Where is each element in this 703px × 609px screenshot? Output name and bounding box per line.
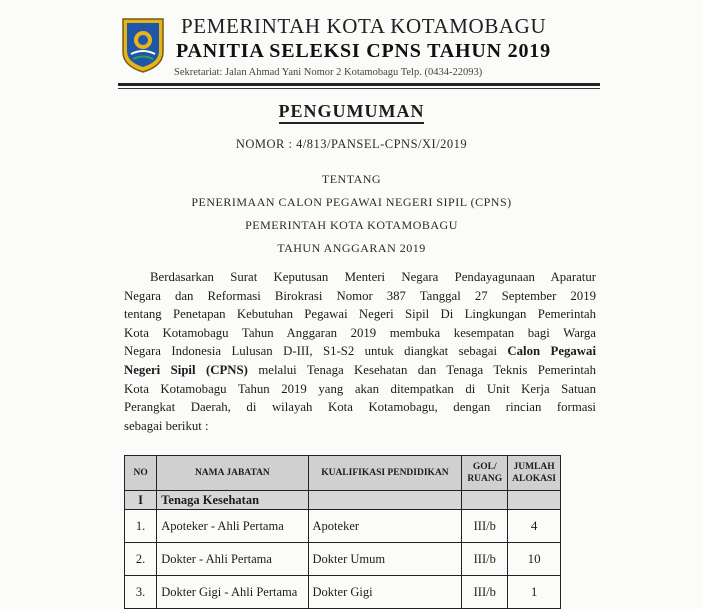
row-jabatan: Apoteker - Ahli Pertama bbox=[157, 510, 308, 543]
row-jumlah: 1 bbox=[508, 576, 561, 609]
row-number: 1. bbox=[125, 510, 157, 543]
letterhead-government: PEMERINTAH KOTA KOTAMOBAGU bbox=[181, 14, 547, 38]
header-jumlah-top: JUMLAH bbox=[513, 462, 555, 472]
announcement-subject-line: TAHUN ANGGARAN 2019 bbox=[277, 241, 426, 255]
row-kualifikasi: Dokter Umum bbox=[308, 543, 462, 576]
table-group-row bbox=[125, 491, 561, 510]
group-empty-cell bbox=[308, 491, 462, 510]
body-emphasis: Negeri Sipil (CPNS) bbox=[124, 362, 248, 377]
body-line: Berdasarkan Surat Keputusan Menteri Negara Pendayagunaan Aparatur bbox=[150, 270, 596, 284]
row-golongan: III/b bbox=[462, 576, 508, 609]
header-jumlah bbox=[508, 456, 561, 491]
group-empty-cell bbox=[462, 491, 508, 510]
letterhead-divider bbox=[118, 83, 600, 86]
table-row bbox=[125, 543, 561, 576]
body-line: Negara dan Reformasi Birokrasi Nomor 387 Tanggal 27 September 2019 bbox=[124, 288, 596, 303]
row-golongan: III/b bbox=[462, 510, 508, 543]
table-header-row bbox=[125, 456, 561, 491]
body-line: Kota Kotamobagu Tahun Anggaran 2019 membuka kesempatan bagi Warga bbox=[124, 325, 596, 340]
announcement-title-text: PENGUMUMAN bbox=[279, 101, 425, 124]
header-kualifikasi: KUALIFIKASI PENDIDIKAN bbox=[308, 456, 462, 491]
letterhead-committee: PANITIA SELEKSI CPNS TAHUN 2019 bbox=[176, 40, 551, 62]
letterhead-address: Sekretariat: Jalan Ahmad Yani Nomor 2 Kotamobagu Telp. (0434-22093) bbox=[174, 67, 483, 78]
row-golongan: III/b bbox=[462, 543, 508, 576]
announcement-subject-line: PEMERINTAH KOTA KOTAMOBAGU bbox=[245, 218, 458, 232]
kotamobagu-emblem-icon bbox=[120, 16, 166, 74]
row-number: 3. bbox=[125, 576, 157, 609]
row-number: 2. bbox=[125, 543, 157, 576]
announcement-about: TENTANG bbox=[321, 172, 382, 186]
announcement-number: NOMOR : 4/813/PANSEL-CPNS/XI/2019 bbox=[235, 137, 468, 151]
row-jumlah: 10 bbox=[508, 543, 561, 576]
row-kualifikasi: Apoteker bbox=[308, 510, 462, 543]
table-row bbox=[125, 510, 561, 543]
header-golongan-bottom: RUANG bbox=[467, 474, 503, 484]
group-number: I bbox=[125, 491, 157, 510]
body-line: sebagai berikut : bbox=[124, 418, 209, 433]
header-golongan-top: GOL/ bbox=[472, 462, 497, 472]
body-line bbox=[124, 342, 596, 361]
body-line: Perangkat Daerah, di wilayah Kota Kotamobagu, dengan rincian formasi bbox=[124, 400, 596, 415]
letterhead-divider-thin bbox=[118, 88, 600, 89]
row-jumlah: 4 bbox=[508, 510, 561, 543]
group-label: Tenaga Kesehatan bbox=[157, 491, 308, 510]
header-golongan bbox=[462, 456, 508, 491]
row-jabatan: Dokter - Ahli Pertama bbox=[157, 543, 308, 576]
formation-table bbox=[124, 455, 561, 609]
row-jabatan: Dokter Gigi - Ahli Pertama bbox=[157, 576, 308, 609]
announcement-subject-line: PENERIMAAN CALON PEGAWAI NEGERI SIPIL (CPNS) bbox=[191, 195, 512, 209]
header-no: NO bbox=[125, 456, 157, 491]
body-line-text: melalui Tenaga Kesehatan dan Tenaga Teknis Pemerintah bbox=[258, 362, 596, 377]
row-kualifikasi: Dokter Gigi bbox=[308, 576, 462, 609]
body-line bbox=[124, 361, 596, 380]
header-jumlah-bottom: ALOKASI bbox=[512, 474, 556, 484]
body-line-text: Negara Indonesia Lulusan D-III, S1-S2 untuk diangkat sebagai bbox=[124, 344, 498, 359]
header-jabatan: NAMA JABATAN bbox=[157, 456, 308, 491]
body-line: tentang Penetapan Kebutuhan Pegawai Negeri Sipil Di Lingkungan Pemerintah bbox=[124, 307, 596, 322]
announcement-title bbox=[0, 101, 703, 122]
body-paragraph bbox=[124, 268, 596, 435]
table-row bbox=[125, 576, 561, 609]
body-emphasis: Calon Pegawai bbox=[507, 344, 596, 359]
group-empty-cell bbox=[508, 491, 561, 510]
body-line: Kota Kotamobagu Tahun 2019 yang akan ditempatkan di Unit Kerja Satuan bbox=[124, 381, 596, 396]
